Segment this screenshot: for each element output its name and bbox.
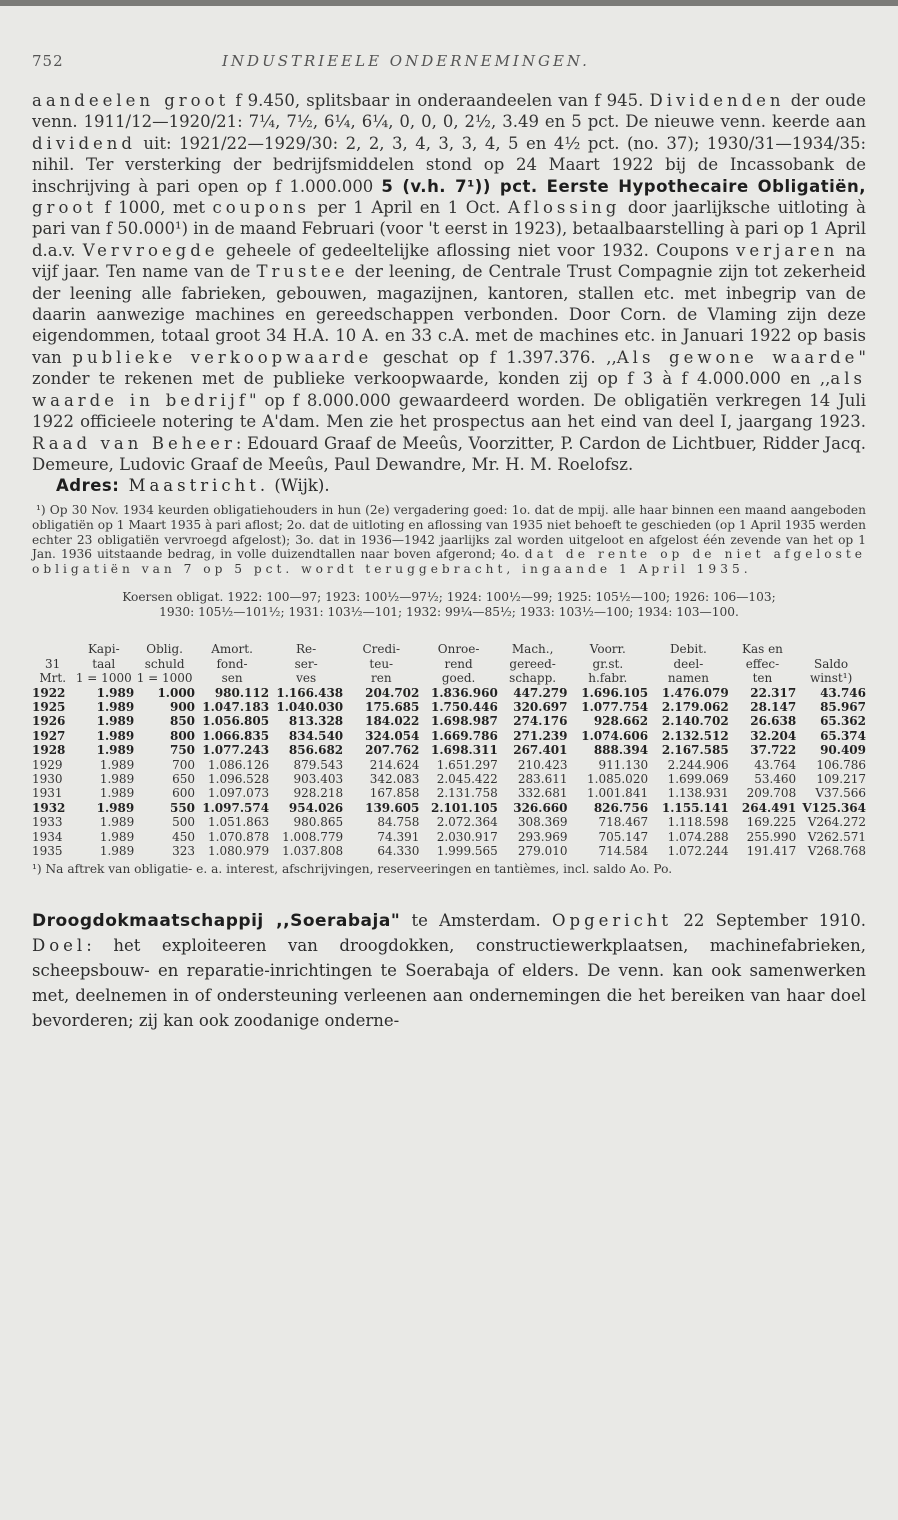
body-text: te Amsterdam.: [400, 911, 552, 931]
table-cell: 1.651.297: [436, 757, 498, 772]
table-row: [32, 786, 866, 800]
table-cell: 1.698.311: [430, 743, 498, 758]
spaced-term: Als gewone waarde: [616, 347, 859, 367]
table-row: [32, 686, 866, 700]
running-title: INDUSTRIEELE ONDERNEMINGEN.: [222, 52, 590, 70]
column-header: Onroe-: [437, 642, 480, 657]
table-cell-year: 1933: [32, 815, 63, 830]
spaced-term: Raad van Beheer: [32, 433, 236, 453]
table-cell: 1.989: [99, 829, 135, 844]
body-text: geschat op f 1.397.376. ,,: [372, 347, 617, 367]
table-cell: 279.010: [517, 843, 568, 858]
table-cell-year: 1932: [32, 800, 66, 815]
body-text: na vijf jaar. Ten name van de: [32, 240, 867, 282]
table-row: [32, 801, 866, 815]
table-cell: 74.391: [377, 829, 420, 844]
table-cell: 332.681: [517, 786, 568, 801]
table-cell: 1.040.030: [276, 699, 344, 714]
page-top-band: [0, 0, 898, 6]
column-header: Re-: [296, 642, 317, 657]
footnote-spaced-text: dat de rente op de niet afgeloste obligatiën van 7 op 5 pct. wordt teruggebracht, ingaande 1 April 1935.: [32, 547, 867, 576]
body-text: 22 September 1910.: [672, 911, 866, 931]
column-header: ten: [752, 671, 773, 686]
table-cell: 84.758: [377, 815, 420, 830]
entry-body: [32, 90, 866, 475]
body-text: geheele of gedeeltelijke aflossing niet voor 1932. Coupons: [218, 240, 737, 260]
table-cell: 191.417: [746, 843, 797, 858]
table-cell-year: 1929: [32, 757, 63, 772]
column-header: effec-: [745, 656, 780, 671]
footnote-text: ¹) Op 30 Nov. 1934 keurden obligatiehouders in hun (2e) vergadering goed: 1o. dat de mpij. alle haar binnen een maand aangeboden obligatiën op 1 Maart 1935 à pari aflost; 2o. dat de uitloting en aflossing van 1935 niet behoeft te geschieden (op 1 April 1935 werden echter 23 obligatiën vervroegd afgelost); 3o. dat in 1936—1942 jaarlijks zal worden uitgeloot en afgelost één zevende van het op 1 Jan. 1936 uitstaande bedrag, in volle duizendtallen naar boven afgerond; 4o.: [32, 503, 866, 562]
table-cell: 324.054: [365, 728, 420, 743]
column-header: ser-: [294, 656, 318, 671]
table-cell: 1.047.183: [202, 699, 270, 714]
table-cell: 1.077.243: [202, 743, 270, 758]
table-cell: 323: [172, 843, 196, 858]
spaced-term: coupons: [212, 198, 310, 218]
table-body: [32, 686, 866, 859]
table-row: [32, 815, 866, 829]
body-text: f 1000, met: [96, 198, 213, 218]
spaced-term: als waarde in bedrijf: [32, 369, 866, 410]
table-cell: 214.624: [369, 757, 420, 772]
table-cell: 32.204: [750, 728, 797, 743]
column-header: Voorr.: [589, 642, 626, 657]
table-cell: 175.685: [365, 699, 420, 714]
table-row: [32, 844, 866, 858]
table-cell: 1.989: [96, 714, 135, 729]
spaced-term: Vervroegde: [82, 240, 219, 260]
table-cell: 903.403: [293, 771, 344, 786]
table-cell: 1.138.931: [667, 786, 729, 801]
table-cell: 1.066.835: [202, 728, 270, 743]
table-cell: 447.279: [513, 685, 568, 700]
column-header: Amort.: [211, 642, 253, 657]
table-cell: 1.989: [96, 743, 135, 758]
table-cell: 43.746: [820, 685, 866, 700]
table-cell: 169.225: [746, 815, 797, 830]
table-cell: 1.051.863: [208, 815, 270, 830]
column-header: goed.: [441, 671, 476, 686]
table-row: [32, 743, 866, 757]
table-cell: V37.566: [815, 786, 866, 801]
table-cell: 2.131.758: [436, 786, 498, 801]
table-row: [32, 700, 866, 714]
table-cell: 43.764: [754, 757, 797, 772]
table-cell: 22.317: [750, 685, 797, 700]
table-row: [32, 729, 866, 743]
table-cell-year: 1931: [32, 786, 63, 801]
table-cell: 1.698.987: [430, 714, 498, 729]
table-row: [32, 830, 866, 844]
spaced-term: aandeelen groot: [32, 91, 230, 110]
table-cell: 1.097.073: [208, 786, 270, 801]
column-header: namen: [667, 671, 709, 686]
bond-prices-line: 1930: 105½—101½; 1931: 103½—101; 1932: 99¼—85½; 1933: 103½—100; 1934: 103—100.: [159, 605, 739, 620]
table-header-row: [32, 657, 866, 671]
spaced-term: Dividenden: [649, 91, 785, 110]
table-cell: 326.660: [513, 800, 568, 815]
table-cell: 2.030.917: [436, 829, 498, 844]
table-cell: V268.768: [807, 843, 866, 858]
table-cell: 53.460: [754, 771, 797, 786]
body-text: door jaarlijksche uitloting à pari van f 50.000¹) in de maand Februari (voor 't eerst in 1923), betaalbaarstelling à pari op 1 April d.a.v.: [32, 198, 866, 260]
table-header-row: [32, 671, 866, 685]
table-cell: 255.990: [746, 829, 797, 844]
column-header: rend: [444, 656, 473, 671]
table-cell: 1.074.288: [667, 829, 729, 844]
table-cell: 85.967: [820, 699, 866, 714]
table-cell: 1.669.786: [430, 728, 498, 743]
spaced-term: dividend: [32, 133, 136, 153]
table-cell-year: 1927: [32, 728, 66, 743]
column-header: fond-: [216, 656, 248, 671]
table-cell: 264.491: [741, 800, 797, 815]
table-row: [32, 758, 866, 772]
table-cell: 2.072.364: [436, 815, 498, 830]
column-header: schapp.: [509, 671, 557, 686]
address-line: [56, 475, 866, 497]
column-header: taal: [92, 656, 116, 671]
table-cell: 911.130: [598, 757, 649, 772]
table-cell: 65.362: [820, 714, 866, 729]
table-cell: 1.989: [96, 800, 135, 815]
table-cell: 267.401: [513, 743, 568, 758]
table-cell: 800: [169, 728, 196, 743]
table-row: [32, 714, 866, 728]
table-cell-year: 1926: [32, 714, 66, 729]
spaced-term: groot: [32, 198, 97, 218]
bond-prices: [32, 590, 866, 620]
table-cell: 2.167.585: [661, 743, 729, 758]
table-cell: 1.989: [96, 699, 135, 714]
table-cell: 1.070.878: [208, 829, 270, 844]
column-header: Kapi-: [87, 642, 120, 657]
table-cell-year: 1934: [32, 829, 63, 844]
page-number: 752: [32, 52, 64, 70]
table-cell: 834.540: [288, 728, 344, 743]
table-cell: 1.699.069: [667, 771, 729, 786]
body-text: der leening, de Centrale Trust Compagnie zijn tot zekerheid der leening alle fabrieken, gebouwen, magazijnen, kantoren, stallen etc. met inbegrip van de daarin aanwezige machines en gereedschappen verbonden. Door Corn. de Vlaming zijn deze eigendommen, totaal groot 34 H.A. 10 A. en 33 c.A. met de machines etc. in Januari 1922 op basis van: [32, 262, 866, 367]
table-cell: 900: [169, 699, 196, 714]
table-cell: 1.750.446: [430, 699, 498, 714]
table-cell: 450: [172, 829, 196, 844]
table-cell: 500: [172, 815, 196, 830]
table-cell: 167.858: [369, 786, 420, 801]
table-cell: 750: [169, 743, 196, 758]
column-header: teu-: [369, 656, 394, 671]
column-header: [32, 642, 73, 656]
table-cell: 1.080.979: [208, 843, 270, 858]
table-cell: 2.045.422: [436, 771, 498, 786]
table-cell: 1.118.598: [667, 815, 729, 830]
table-cell: 600: [172, 786, 196, 801]
page-header: [32, 52, 866, 80]
table-cell: 1.836.960: [430, 685, 498, 700]
footnote-2: ¹) Na aftrek van obligatie- e. a. interest, afschrijvingen, reserveeringen en tantièmes, incl. saldo Ao. Po.: [32, 862, 673, 877]
table-cell: 139.605: [365, 800, 420, 815]
table-cell: 1.989: [99, 843, 135, 858]
table-cell-year: 1930: [32, 771, 63, 786]
table-cell: 888.394: [593, 743, 649, 758]
body-text: : het exploiteeren van droogdokken, constructiewerkplaatsen, machinefabrieken, scheepsbouw- en reparatie-inrichtingen te Soerabaja of elders. De venn. kan ook samenwerken met, deelnemen in of ondersteuning verleenen aan ondernemingen die het bereiken van haar doel bevorderen; zij kan ook zoodanige onderne-: [32, 936, 866, 1030]
column-header: deel-: [673, 656, 704, 671]
table-cell-year: 1922: [32, 685, 66, 700]
spaced-term: Aflossing: [507, 198, 621, 218]
column-header: Debit.: [669, 642, 707, 657]
table-cell: 928.662: [593, 714, 649, 729]
table-cell: 954.026: [288, 800, 344, 815]
column-header: Saldo: [814, 656, 849, 671]
table-cell: 1.989: [99, 757, 135, 772]
table-cell: 1.696.105: [581, 685, 649, 700]
column-header: 1 = 1000: [136, 671, 193, 686]
table-cell: 1.989: [99, 815, 135, 830]
table-cell: 1.989: [96, 685, 135, 700]
column-header: Mrt.: [39, 671, 67, 686]
column-header: ves: [296, 671, 317, 686]
table-cell: 209.708: [746, 786, 797, 801]
address-city: Maastricht.: [119, 476, 270, 496]
table-cell: 705.147: [598, 829, 649, 844]
table-cell: 879.543: [293, 757, 344, 772]
table-cell: 1.989: [96, 728, 135, 743]
column-header: schuld: [144, 656, 185, 671]
body-text: der oude venn. 1911/12—1920/21: 7¼, 7½, 6¼, 6¼, 0, 0, 0, 2½, 3.49 en 5 pct. De nieuwe venn. keerde aan: [32, 91, 866, 132]
column-header: [796, 642, 866, 656]
table-cell: 1.166.438: [276, 685, 344, 700]
column-header: Oblig.: [146, 642, 183, 657]
table-cell: 1.999.565: [436, 843, 498, 858]
table-cell: 2.101.105: [430, 800, 498, 815]
table-cell: 109.217: [816, 771, 866, 786]
table-cell: 210.423: [517, 757, 568, 772]
table-cell: 1.037.808: [282, 843, 344, 858]
table-cell: 1.097.574: [202, 800, 270, 815]
spaced-term: Opgericht: [551, 911, 673, 931]
next-entry: [32, 909, 866, 1033]
table-cell: 650: [172, 771, 196, 786]
table-cell: 26.638: [750, 714, 797, 729]
table-cell: 1.155.141: [661, 800, 729, 815]
table-cell: 90.409: [820, 743, 866, 758]
table-row: [32, 772, 866, 786]
table-cell: 274.176: [513, 714, 568, 729]
table-cell: 320.697: [513, 699, 568, 714]
bond-heading: 5 (v.h. 7¹)) pct. Eerste Hypothecaire Obligatiën,: [381, 176, 867, 196]
column-header: winst¹): [809, 671, 853, 686]
table-cell: 718.467: [598, 815, 649, 830]
table-cell: 2.244.906: [667, 757, 729, 772]
table-cell: 342.083: [369, 771, 420, 786]
table-cell: 2.132.512: [661, 728, 729, 743]
table-cell: 1.476.079: [661, 685, 729, 700]
address-rest: (Wijk).: [269, 476, 330, 496]
address-label: Adres:: [56, 476, 120, 496]
table-cell: V125.364: [802, 800, 866, 815]
table-cell: 1.096.528: [208, 771, 270, 786]
table-cell: 28.147: [750, 699, 797, 714]
table-cell: 980.865: [293, 815, 344, 830]
spaced-term: verjaren: [736, 240, 839, 260]
table-cell: 64.330: [377, 843, 420, 858]
body-text: : Edouard Graaf de Meeûs, Voorzitter, P. Cardon de Lichtbuer, Ridder Jacq. Demeure, Ludovic Graaf de Meeûs, Paul Dewandre, Mr. H. M. Roelofsz.: [32, 433, 866, 474]
column-header: ren: [370, 671, 392, 686]
table-cell: 1.074.606: [581, 728, 649, 743]
column-header: Kas en: [741, 642, 783, 657]
table-cell: 207.762: [365, 743, 420, 758]
table-cell: 813.328: [288, 714, 344, 729]
column-header: gr.st.: [592, 656, 624, 671]
table-cell: 856.682: [288, 743, 344, 758]
body-text: " op f 8.000.000 gewaardeerd worden. De obligatiën verkregen 14 Juli 1922 officieele notering te A'dam. Men zie het prospectus aan het eind van deel I, jaargang 1923.: [32, 390, 866, 432]
table-cell: 37.722: [750, 743, 797, 758]
table-cell: 184.022: [365, 714, 420, 729]
body-text: uit: 1921/22—1929/30: 2, 2, 3, 4, 3, 3, 4, 5 en 4½ pct. (no. 37); 1930/31—1934/35: nihil. Ter versterking der bedrijfsmiddelen stond op 24 Maart 1922 bij de Incassobank de inschrijving à pari open op f 1.000.000: [32, 133, 866, 196]
financial-table: [32, 642, 866, 858]
body-text: f 9.450, splitsbaar in onderaandeelen van f 945.: [229, 91, 650, 110]
table-cell: 700: [172, 757, 196, 772]
table-cell: 1.008.779: [282, 829, 344, 844]
table-cell: 1.085.020: [587, 771, 649, 786]
document-page: [32, 52, 866, 1033]
table-cell: 2.179.062: [661, 699, 729, 714]
table-cell: 283.611: [517, 771, 568, 786]
table-cell: 293.969: [517, 829, 568, 844]
table-cell: 271.239: [513, 728, 568, 743]
table-cell: 1.000: [157, 685, 196, 700]
body-text: per 1 April en 1 Oct.: [309, 198, 508, 218]
table-cell: 850: [169, 714, 196, 729]
table-cell-year: 1925: [32, 699, 66, 714]
table-cell-year: 1928: [32, 743, 66, 758]
table-cell: 1.989: [99, 771, 135, 786]
column-header: 31: [45, 656, 61, 671]
table-cell-year: 1935: [32, 843, 63, 858]
table-cell: 1.072.244: [667, 843, 729, 858]
column-header: sen: [221, 671, 243, 686]
body-text: " zonder te rekenen met de publieke verkoopwaarde, konden zij op f 3 à f 4.000.000 en ,,: [32, 347, 867, 389]
company-name: Droogdokmaatschappij ,,Soerabaja": [32, 911, 401, 932]
table-cell: 714.584: [598, 843, 649, 858]
column-header: Mach.,: [511, 642, 554, 657]
bond-prices-line: Koersen obligat. 1922: 100—97; 1923: 100½—97½; 1924: 100½—99; 1925: 105½—100; 1926: 106—103;: [122, 590, 776, 605]
table-cell: 928.218: [293, 786, 344, 801]
table-cell: 106.786: [816, 757, 866, 772]
table-header-row: [32, 642, 866, 656]
table-cell: 308.369: [517, 815, 568, 830]
column-header: gereed-: [509, 656, 556, 671]
table-cell: 204.702: [365, 685, 420, 700]
footnote-1: [32, 503, 866, 576]
table-cell: 2.140.702: [661, 714, 729, 729]
column-header: Credi-: [362, 642, 401, 657]
table-cell: 1.989: [99, 786, 135, 801]
spaced-term: Trustee: [256, 262, 349, 282]
table-cell: 1.001.841: [587, 786, 649, 801]
table-cell: 65.374: [820, 728, 866, 743]
table-cell: V262.571: [807, 829, 866, 844]
table-cell: 980.112: [214, 685, 270, 700]
column-header: 1 = 1000: [75, 671, 132, 686]
table-cell: 1.077.754: [581, 699, 649, 714]
spaced-term: Doel: [32, 936, 87, 956]
table-cell: 550: [169, 800, 196, 815]
table-cell: 826.756: [593, 800, 649, 815]
spaced-term: publieke verkoopwaarde: [72, 347, 373, 367]
table-cell: 1.056.805: [202, 714, 270, 729]
table-cell: V264.272: [807, 815, 866, 830]
table-cell: 1.086.126: [208, 757, 270, 772]
column-header: h.fabr.: [588, 671, 628, 686]
